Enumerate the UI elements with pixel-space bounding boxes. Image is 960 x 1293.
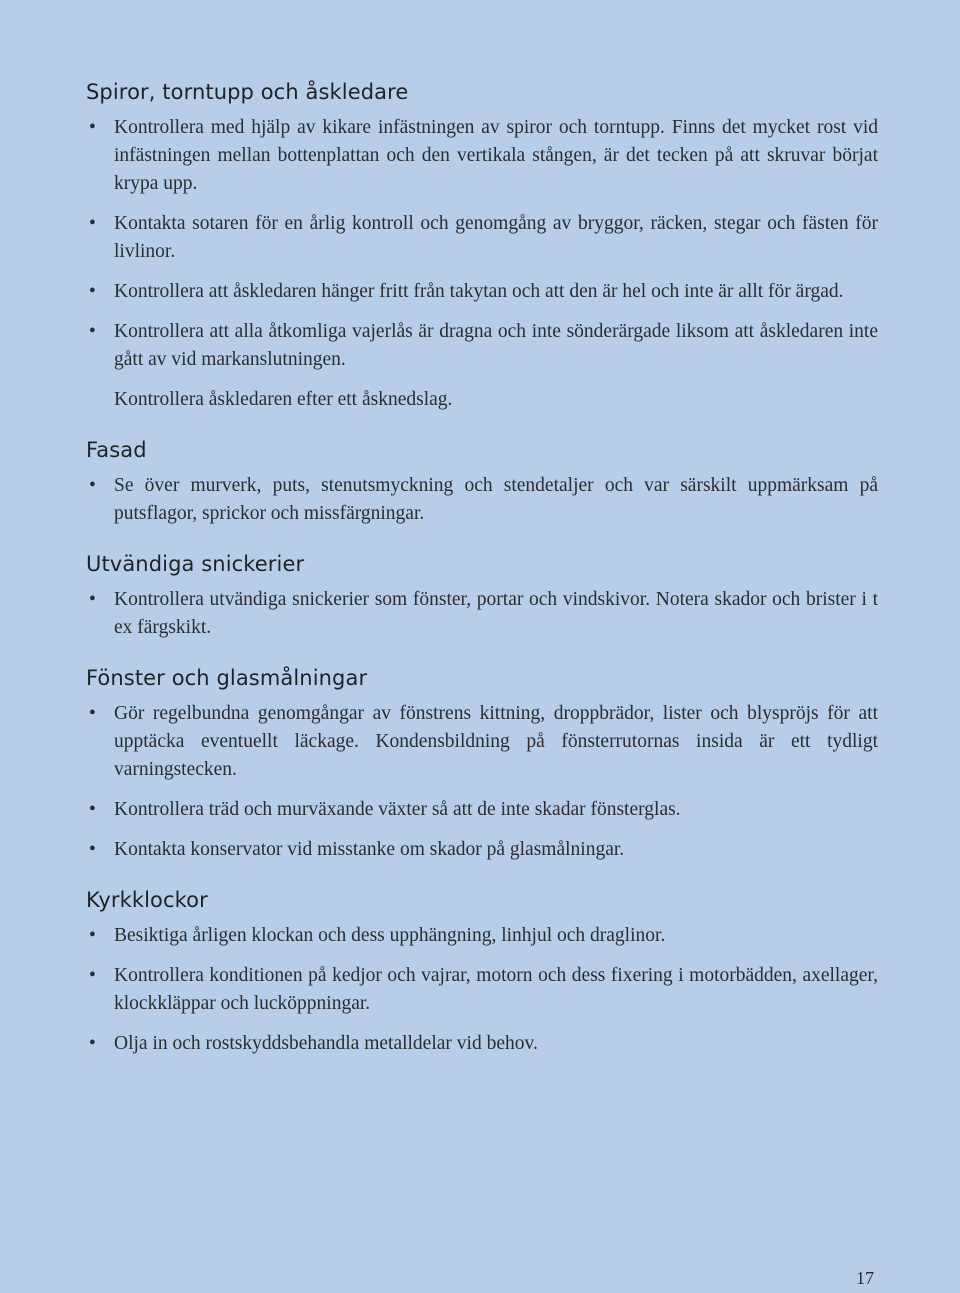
bullet-icon: • [89, 281, 96, 302]
section-heading: Fasad [86, 438, 147, 462]
list-item-text: Olja in och rostskyddsbehandla metalldelar vid behov. [114, 1033, 538, 1054]
page-number: 17 [856, 1268, 874, 1288]
list-item [86, 210, 878, 266]
list-item [86, 386, 878, 414]
list-item-text: Kontrollera konditionen på kedjor och vajrar, motorn och dess fixering i motorbädden, axellager, klockkläppar och lucköppningar. [114, 965, 878, 1014]
list-item-text: Besiktiga årligen klockan och dess upphängning, linhjul och draglinor. [114, 925, 666, 946]
bullet-icon: • [89, 213, 96, 234]
bullet-icon: • [89, 839, 96, 860]
bullet-icon: • [89, 799, 96, 820]
bullet-icon: • [89, 925, 96, 946]
list-item-text: Kontrollera att alla åtkomliga vajerlås är dragna och inte sönderärgade liksom att åskledaren inte gått av vid markanslutningen. [114, 321, 878, 370]
bullet-icon: • [89, 475, 96, 496]
list-item-text: Kontrollera att åskledaren hänger fritt från takytan och att den är hel och inte är allt för ärgad. [114, 281, 844, 302]
list-item [86, 836, 878, 864]
bullet-icon: • [89, 703, 96, 724]
list-item [86, 700, 878, 784]
bullet-icon: • [89, 965, 96, 986]
list-item-text: Se över murverk, puts, stenutsmyckning och stendetaljer och var särskilt uppmärksam på putsflagor, sprickor och missfärgningar. [114, 475, 878, 524]
bullet-list [86, 586, 878, 642]
section-kyrkklockor [86, 886, 878, 1058]
list-item [86, 586, 878, 642]
list-item [86, 922, 878, 950]
bullet-icon: • [89, 321, 96, 342]
section-heading: Kyrkklockor [86, 888, 208, 912]
section-heading: Fönster och glasmålningar [86, 666, 368, 690]
list-item [86, 1030, 878, 1058]
list-item-text: Kontakta konservator vid misstanke om skador på glasmålningar. [114, 839, 625, 860]
section-fasad [86, 436, 878, 528]
bullet-list [86, 114, 878, 414]
list-item [86, 114, 878, 198]
list-item [86, 472, 878, 528]
section-utvandiga-snickerier [86, 550, 878, 642]
list-item-text: Kontakta sotaren för en årlig kontroll och genomgång av bryggor, räcken, stegar och fästen för livlinor. [114, 213, 878, 262]
list-item [86, 278, 878, 306]
list-item [86, 962, 878, 1018]
section-heading: Utvändiga snickerier [86, 552, 305, 576]
bullet-icon: • [89, 589, 96, 610]
section-fonster [86, 664, 878, 864]
list-item [86, 796, 878, 824]
list-item-text: Kontrollera träd och murväxande växter så att de inte skadar fönsterglas. [114, 799, 681, 820]
document-page [86, 78, 878, 1070]
section-spiror [86, 78, 878, 414]
list-item-text: Kontrollera utvändiga snickerier som fönster, portar och vindskivor. Notera skador och brister i t ex färgskikt. [114, 589, 878, 638]
bullet-icon: • [89, 117, 96, 138]
bullet-icon: • [89, 1033, 96, 1054]
list-item-text: Gör regelbundna genomgångar av fönstrens kittning, droppbrädor, lister och blyspröjs för att upptäcka eventuellt läckage. Kondensbildning på fönsterrutornas insida är ett tydligt varningstecken. [114, 703, 878, 780]
list-item-text: Kontrollera åskledaren efter ett åsknedslag. [114, 389, 453, 410]
section-heading: Spiror, torntupp och åskledare [86, 80, 409, 104]
bullet-list [86, 472, 878, 528]
bullet-list [86, 700, 878, 864]
list-item [86, 318, 878, 374]
list-item-text: Kontrollera med hjälp av kikare infästningen av spiror och torntupp. Finns det mycket rost vid infästningen mellan bottenplattan och den vertikala stången, är det tecken på att skruvar börjat krypa upp. [114, 117, 878, 194]
bullet-list [86, 922, 878, 1058]
